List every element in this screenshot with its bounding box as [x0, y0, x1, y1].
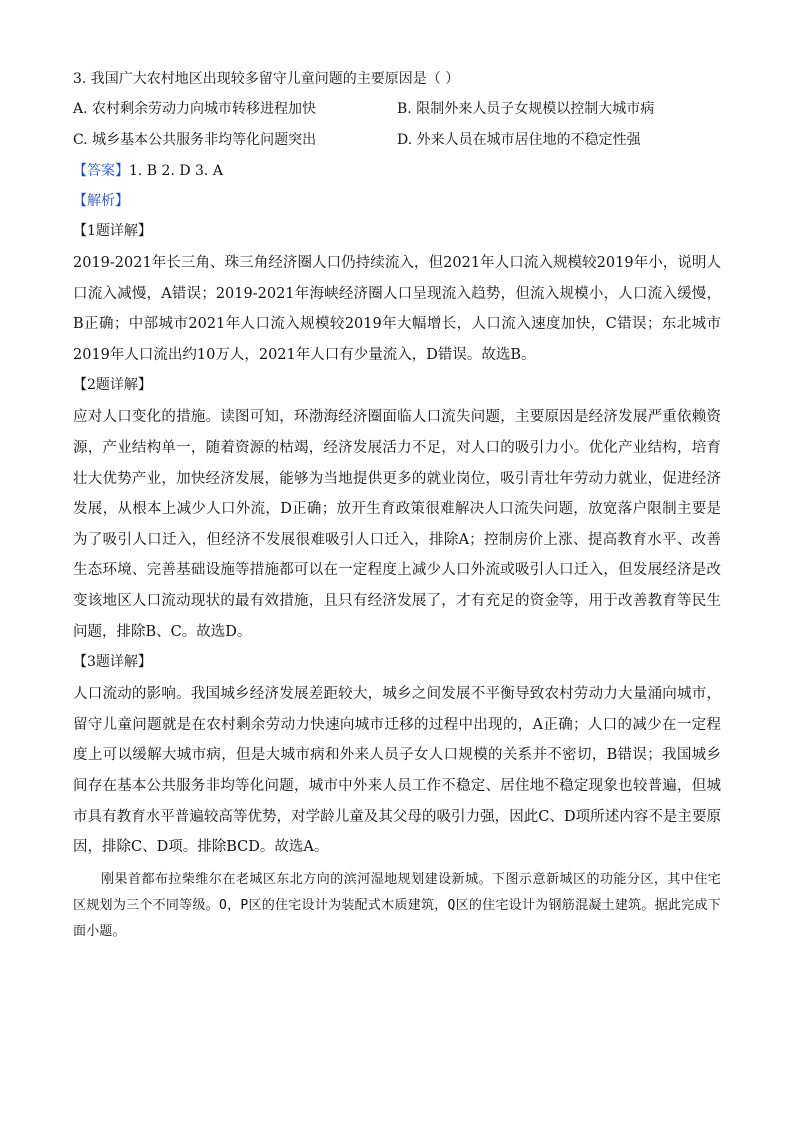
analysis-label: 【解析】 [73, 193, 129, 209]
detail-3-body: 人口流动的影响。我国城乡经济发展差距较大，城乡之间发展不平衡导致农村劳动力大量涌向城市，留守儿童问题就是在农村剩余劳动力快速向城市迁移的过程中出现的，A正确；人口的减少在一定程度上可以缓解大城市病，但是大城市病和外来人员子女人口规模的关系并不密切，B错误；我国城乡间存在基本公共服务非均等化问题，城市中外来人员工作不稳定、居住地不稳定现象也较普遍，但城市具有教育水平普遍较高等优势，对学龄儿童及其父母的吸引力强，因此C、D项所述内容不是主要原因，排除C、D项。排除BCD。故选A。 [73, 686, 721, 856]
answer-text: 1. B 2. D 3. A [129, 163, 223, 179]
question-3-options-row-1 [73, 96, 721, 127]
question-3-stem: 3. 我国广大农村地区出现较多留守儿童问题的主要原因是（ ） [73, 71, 460, 87]
detail-2-body: 应对人口变化的措施。读图可知，环渤海经济圈面临人口流失问题，主要原因是经济发展严重依赖资源，产业结构单一，随着资源的枯竭，经济发展活力不足，对人口的吸引力小。优化产业结构，培育壮大优势产业，加快经济发展，能够为当地提供更多的就业岗位，吸引青壮年劳动力就业，促进经济发展，从根本上减少人口外流，D正确；放开生育政策很难解决人口流失问题，放宽落户限制主要是为了吸引人口迁入，但经济不发展很难吸引人口迁入，排除A；控制房价上涨、提高教育水平、改善生态环境、完善基础设施等措施都可以在一定程度上减少人口外流或吸引人口迁入，但发展经济是改变该地区人口流动现状的最有效措施，且只有经济发展了，才有充足的资金等，用于改善教育等民生问题，排除B、C。故选D。 [73, 409, 721, 640]
detail-3-heading: 【3题详解】 [73, 654, 152, 671]
option-d: D. 外来人员在城市居住地的不稳定性强 [397, 132, 641, 148]
detail-1-body: 2019-2021年长三角、珠三角经济圈人口仍持续流入，但2021年人口流入规模较2019年小，说明人口流入减慢，A错误；2019-2021年海峡经济圈人口呈现流入趋势，但流入规模小，人口流入缓慢，B正确；中部城市2021年人口流入规模较2019年大幅增长，人口流入速度加快，C错误；东北城市2019年人口流出约10万人，2021年人口有少量流入，D错误。故选B。 [73, 255, 721, 363]
answer-line [73, 158, 721, 188]
reading-passage: 刚果首都布拉柴维尔在老城区东北方向的滨河湿地规划建设新城。下图示意新城区的功能分区，其中住宅区规划为三个不同等级。O，P区的住宅设计为装配式木质建筑，Q区的住宅设计为钢筋混凝土建筑。据此完成下面小题。 [73, 871, 721, 939]
question-3-options-row-2 [73, 127, 721, 158]
detail-1-heading: 【1题详解】 [73, 223, 152, 239]
option-c: C. 城乡基本公共服务非均等化问题突出 [73, 132, 317, 148]
option-b: B. 限制外来人员子女规模以控制大城市病 [397, 101, 655, 117]
answer-label: 【答案】 [73, 163, 129, 179]
document-page [73, 66, 721, 945]
option-a: A. 农村剩余劳动力向城市转移进程加快 [73, 101, 317, 117]
detail-2-heading: 【2题详解】 [73, 377, 152, 394]
